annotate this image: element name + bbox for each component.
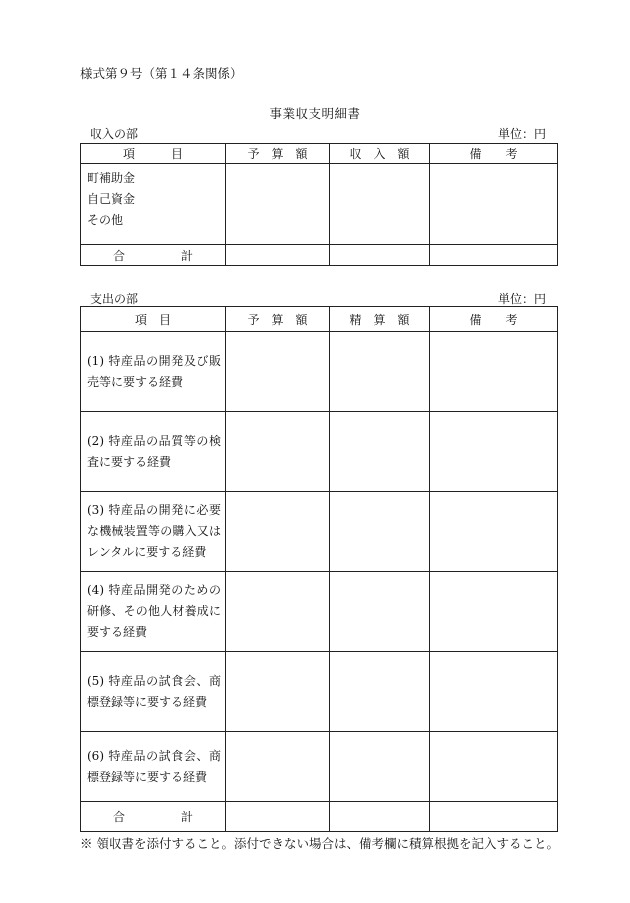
expense-col-remarks: 備 考 xyxy=(430,307,558,332)
expense-total-remarks-cell[interactable] xyxy=(430,802,558,832)
expense-row xyxy=(81,732,558,802)
expense-section-label: 支出の部 xyxy=(90,292,139,306)
expense-item-2: (2) 特産品の品質等の検査に要する経費 xyxy=(81,412,226,492)
expense-col-item: 項 目 xyxy=(81,307,226,332)
expense-unit-label: 単位：円 xyxy=(497,292,546,306)
expense-total-right: 計 xyxy=(180,810,193,824)
expense-item-6: (6) 特産品の試食会、商標登録等に要する経費 xyxy=(81,732,226,802)
expense-settled-cell[interactable] xyxy=(330,492,430,572)
income-total-row xyxy=(81,245,558,266)
expense-remarks-cell[interactable] xyxy=(430,732,558,802)
income-item-town-subsidy: 町補助金 xyxy=(87,171,136,185)
income-item-own-funds: 自己資金 xyxy=(87,192,136,206)
expense-remarks-cell[interactable] xyxy=(430,572,558,652)
income-col-item: 項 目 xyxy=(81,144,226,164)
income-remarks-cell[interactable] xyxy=(430,164,558,245)
expense-row xyxy=(81,492,558,572)
expense-settled-cell[interactable] xyxy=(330,572,430,652)
footnote: ※ 領収書を添付すること。添付できない場合は、備考欄に積算根拠を記入すること。 xyxy=(80,836,559,851)
expense-item-5: (5) 特産品の試食会、商標登録等に要する経費 xyxy=(81,652,226,732)
document-title: 事業収支明細書 xyxy=(269,106,361,121)
income-header-row xyxy=(81,144,558,164)
income-item-other: その他 xyxy=(87,213,124,227)
expense-budget-cell[interactable] xyxy=(226,492,330,572)
expense-remarks-cell[interactable] xyxy=(430,492,558,572)
income-total-remarks-cell[interactable] xyxy=(430,245,558,266)
expense-total-label xyxy=(81,802,226,832)
expense-col-settled: 精 算 額 xyxy=(330,307,430,332)
expense-table xyxy=(80,306,558,832)
income-table xyxy=(80,143,558,266)
expense-total-budget-cell[interactable] xyxy=(226,802,330,832)
expense-item-1: (1) 特産品の開発及び販売等に要する経費 xyxy=(81,332,226,412)
expense-item-4: (4) 特産品開発のための研修、その他人材養成に要する経費 xyxy=(81,572,226,652)
expense-remarks-cell[interactable] xyxy=(430,412,558,492)
expense-settled-cell[interactable] xyxy=(330,732,430,802)
income-col-received: 収 入 額 xyxy=(330,144,430,164)
expense-budget-cell[interactable] xyxy=(226,332,330,412)
expense-remarks-cell[interactable] xyxy=(430,332,558,412)
income-total-right: 計 xyxy=(180,248,193,263)
expense-row xyxy=(81,412,558,492)
expense-total-settled-cell[interactable] xyxy=(330,802,430,832)
income-total-left: 合 xyxy=(113,248,126,263)
expense-total-left: 合 xyxy=(113,810,126,824)
income-items-row xyxy=(81,164,558,245)
form-number: 様式第９号（第１４条関係） xyxy=(80,66,243,81)
expense-budget-cell[interactable] xyxy=(226,572,330,652)
income-col-budget: 予 算 額 xyxy=(226,144,330,164)
expense-remarks-cell[interactable] xyxy=(430,652,558,732)
expense-row xyxy=(81,332,558,412)
expense-total-row xyxy=(81,802,558,832)
income-budget-cell[interactable] xyxy=(226,164,330,245)
expense-settled-cell[interactable] xyxy=(330,332,430,412)
expense-budget-cell[interactable] xyxy=(226,732,330,802)
expense-row xyxy=(81,652,558,732)
expense-settled-cell[interactable] xyxy=(330,412,430,492)
expense-header-row xyxy=(81,307,558,332)
income-items-cell xyxy=(81,164,226,245)
expense-budget-cell[interactable] xyxy=(226,652,330,732)
expense-item-3: (3) 特産品の開発に必要な機械装置等の購入又はレンタルに要する経費 xyxy=(81,492,226,572)
expense-budget-cell[interactable] xyxy=(226,412,330,492)
income-col-remarks: 備 考 xyxy=(430,144,558,164)
income-section-label: 収入の部 xyxy=(90,127,139,141)
income-unit-label: 単位：円 xyxy=(497,127,546,141)
income-received-cell[interactable] xyxy=(330,164,430,245)
expense-col-budget: 予 算 額 xyxy=(226,307,330,332)
income-total-received-cell[interactable] xyxy=(330,245,430,266)
expense-settled-cell[interactable] xyxy=(330,652,430,732)
income-total-label xyxy=(81,245,226,266)
income-total-budget-cell[interactable] xyxy=(226,245,330,266)
expense-row xyxy=(81,572,558,652)
